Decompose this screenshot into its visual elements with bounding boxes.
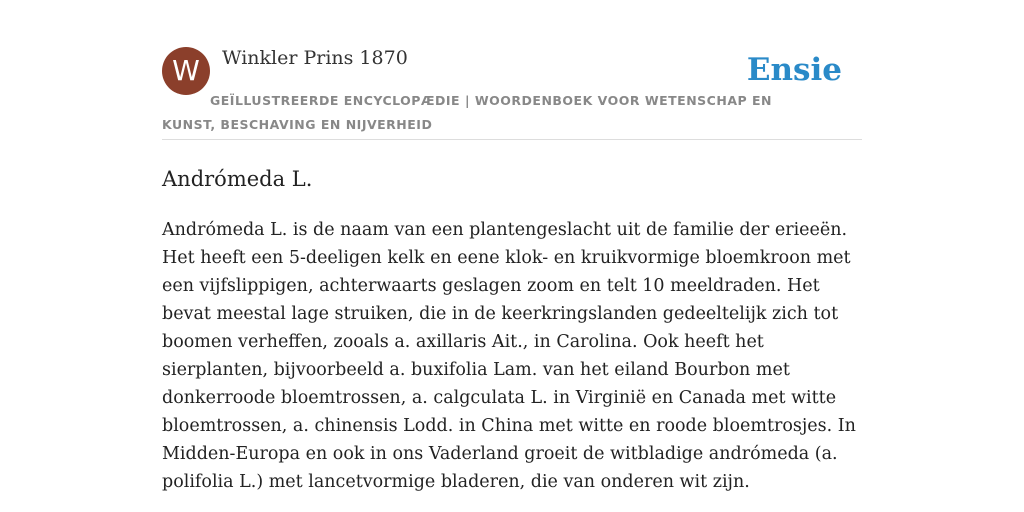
divider <box>162 139 862 140</box>
source-title[interactable]: Winkler Prins 1870 <box>222 47 408 69</box>
brand-logo[interactable]: Ensie <box>746 52 842 88</box>
source-subtitle: GEÏLLUSTREERDE ENCYCLOPÆDIE | WOORDENBOEK VOOR WETENSCHAP EN KUNST, BESCHAVING EN NIJVERHEID <box>162 93 773 132</box>
article-body: Andrómeda L. is de naam van een plantengeslacht uit de familie der erieeën. Het heeft een 5-deeligen kelk en eene klok- en kruikvormige bloemkroon met een vijfslippigen, achterwaarts geslagen zoom en telt 10 meeldraden. Het bevat meestal lage struiken, die in de keerkringslanden gedeeltelijk zich tot boomen verheffen, zooals a. axillaris Ait., in Carolina. Ook heeft het sierplanten, bijvoorbeeld a. buxifolia Lam. van het eiland Bourbon met donkerroode bloemtrossen, a. calgculata L. in Virginië en Canada met witte bloemtrossen, a. chinensis Lodd. in China met witte en roode bloemtrosjes. In Midden-Europa en ook in ons Vaderland groeit de witbladige andrómeda (a. polifolia L.) met lancetvormige bladeren, die van onderen wit zijn. <box>162 220 856 492</box>
avatar: W <box>162 47 210 95</box>
article-headword: Andrómeda L. <box>162 167 313 191</box>
